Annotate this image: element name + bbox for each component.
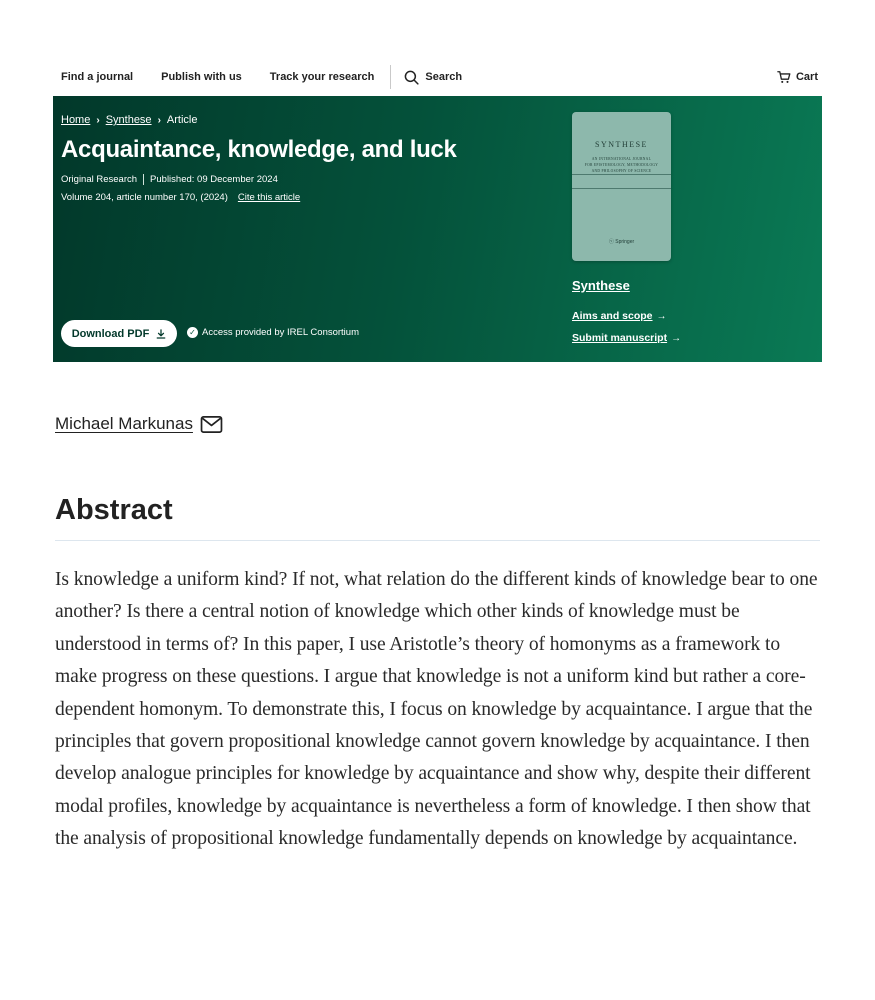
arrow-right-icon: →: [656, 310, 667, 322]
submit-manuscript-label: Submit manuscript: [572, 332, 668, 344]
journal-name-link[interactable]: Synthese: [572, 278, 630, 293]
article-volume-row: [61, 192, 300, 203]
nav-track-research[interactable]: Track your research: [269, 71, 375, 83]
author-row: [55, 414, 223, 434]
section-divider: [55, 540, 820, 541]
cover-publisher-name: Springer: [615, 239, 635, 245]
mail-icon[interactable]: [200, 415, 223, 434]
abstract-heading: Abstract: [55, 494, 173, 526]
submit-manuscript-link[interactable]: [572, 332, 681, 344]
download-pdf-label: Download PDF: [71, 327, 150, 340]
article-header-banner: [53, 96, 822, 362]
breadcrumb-current: Article: [166, 114, 198, 126]
search-icon: [404, 70, 419, 85]
access-text: Access provided by IREL Consortium: [202, 327, 359, 338]
volume-info: Volume 204, article number 170, (2024): [61, 192, 228, 203]
meta-divider: [143, 174, 144, 185]
download-icon: [156, 329, 166, 339]
chevron-right-icon: ›: [157, 114, 161, 126]
journal-cover-image[interactable]: [572, 112, 671, 261]
chevron-right-icon: ›: [96, 114, 100, 126]
article-title: Acquaintance, knowledge, and luck: [61, 136, 457, 163]
search-button[interactable]: [404, 70, 462, 85]
nav-find-journal[interactable]: Find a journal: [61, 71, 134, 83]
cart-label: Cart: [795, 71, 818, 83]
check-circle-icon: ✓: [187, 327, 198, 338]
cover-subtitle-line: AND PHILOSOPHY OF SCIENCE: [591, 169, 652, 173]
abstract-text: Is knowledge a uniform kind? If not, what relation do the different kinds of knowledge bear to one another? Is there a central notion of knowledge which other kinds of knowledge must be understood in terms of? In this paper, I use Aristotle’s theory of homonyms as a framework to make progress on these questions. I argue that knowledge is not a uniform kind but rather a core-dependent homonym. To demonstrate this, I focus on knowledge by acquaintance. I argue that the principles that govern propositional knowledge cannot govern knowledge by acquaintance. I then develop analogue principles for knowledge by acquaintance and show why, despite their different modal profiles, knowledge by acquaintance is nevertheless a form of knowledge. I then show that the analysis of propositional knowledge fundamentally depends on knowledge by acquaintance.: [55, 569, 818, 850]
breadcrumb: [61, 114, 197, 126]
published-date: Published: 09 December 2024: [150, 174, 278, 185]
cite-article-link[interactable]: Cite this article: [237, 192, 301, 203]
aims-scope-link[interactable]: [572, 310, 667, 322]
arrow-right-icon: →: [671, 332, 682, 344]
cover-title: SYNTHESE: [595, 140, 648, 149]
cart-button[interactable]: [777, 70, 818, 84]
search-label: Search: [425, 71, 463, 83]
access-notice: [187, 327, 359, 338]
cover-subtitle-line: FOR EPISTEMOLOGY, METHODOLOGY: [584, 163, 659, 167]
nav-publish-with-us[interactable]: Publish with us: [161, 71, 242, 83]
article-type: Original Research: [61, 174, 138, 185]
download-pdf-button[interactable]: [61, 320, 177, 347]
top-navigation: [53, 60, 822, 94]
cover-subtitle-line: AN INTERNATIONAL JOURNAL: [591, 157, 652, 161]
breadcrumb-journal[interactable]: Synthese: [105, 114, 152, 126]
cover-rule: [572, 188, 671, 189]
cover-subtitle: [572, 156, 671, 174]
breadcrumb-home[interactable]: Home: [61, 114, 91, 126]
article-meta: [61, 174, 278, 185]
cover-publisher: ⓥ Springer: [608, 239, 635, 245]
aims-scope-label: Aims and scope: [572, 310, 653, 322]
nav-divider: [390, 65, 391, 89]
cover-rule: [572, 174, 671, 175]
author-name-link[interactable]: Michael Markunas: [55, 414, 193, 433]
cart-icon: [777, 70, 791, 84]
